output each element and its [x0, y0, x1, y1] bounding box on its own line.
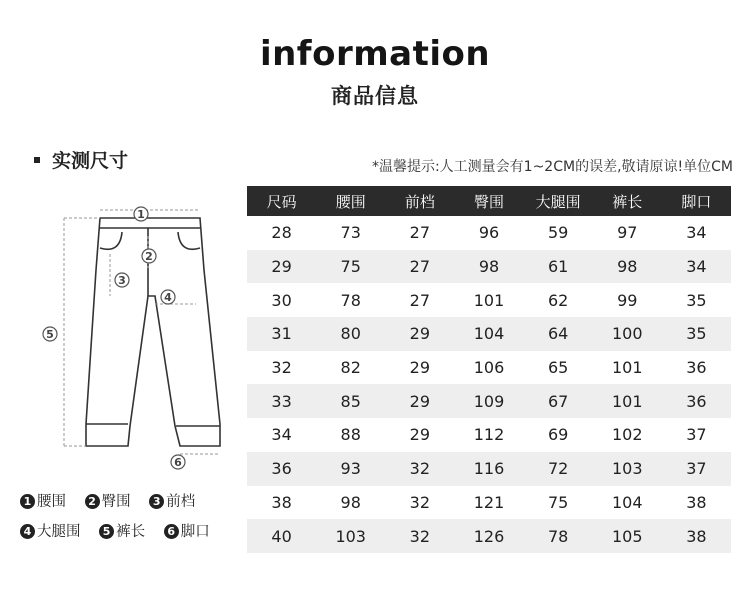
table-cell: 99: [617, 290, 638, 310]
table-row: [247, 250, 731, 284]
marker-4: 4: [164, 291, 172, 304]
table-cell: 35: [686, 290, 707, 310]
table-cell: 33: [247, 384, 316, 418]
table-cell: 78: [524, 519, 593, 553]
legend-item: [20, 490, 66, 511]
page-subtitle: 商品信息: [331, 84, 419, 108]
table-cell: 29: [409, 425, 431, 445]
table-cell: 29: [409, 358, 431, 378]
table-cell: 34: [271, 425, 292, 445]
table-cell: 104: [612, 492, 643, 512]
legend-number: 2: [85, 494, 100, 509]
legend-label: 臀围: [101, 494, 131, 510]
table-cell: 64: [524, 317, 593, 351]
table-row: [247, 519, 731, 553]
legend-label: 大腿围: [37, 524, 81, 540]
measurement-note: *温馨提示:人工测量会有1~2CM的误差,敬请原谅!单位CM: [371, 159, 733, 175]
table-cell: 29: [385, 384, 454, 418]
table-cell: 78: [340, 290, 361, 310]
table-cell: 61: [524, 250, 593, 284]
section-heading: [34, 146, 128, 173]
table-cell: 29: [385, 317, 454, 351]
table-cell: 112: [473, 425, 505, 445]
table-cell: 101: [473, 290, 505, 310]
table-cell: 32: [385, 519, 454, 553]
table-cell: 69: [547, 425, 569, 445]
table-cell: 32: [271, 358, 292, 378]
table-row: [247, 384, 731, 418]
table-cell: 36: [662, 384, 731, 418]
table-row: [247, 486, 731, 520]
table-row: [247, 216, 731, 250]
marker-5: 5: [46, 328, 54, 341]
legend-number: 1: [20, 494, 35, 509]
table-cell: 75: [547, 492, 569, 512]
legend-label: 脚口: [180, 524, 210, 540]
table-row: [247, 418, 731, 452]
table-cell: 98: [340, 492, 361, 512]
table-cell: 101: [612, 358, 643, 378]
header-length: 裤长: [593, 186, 662, 216]
table-cell: 73: [340, 223, 361, 243]
table-cell: 105: [593, 519, 662, 553]
legend-label: 前档: [166, 494, 196, 510]
table-cell: 98: [454, 250, 523, 284]
table-cell: 98: [593, 250, 662, 284]
table-cell: 102: [612, 425, 643, 445]
table-cell: 36: [686, 358, 707, 378]
table-cell: 38: [662, 519, 731, 553]
table-cell: 72: [524, 452, 593, 486]
size-table: [247, 186, 731, 553]
table-cell: 27: [409, 290, 431, 310]
table-cell: 36: [247, 452, 316, 486]
header-hip: 臀围: [454, 186, 523, 216]
table-cell: 100: [593, 317, 662, 351]
legend-item: [99, 520, 145, 541]
table-cell: 126: [454, 519, 523, 553]
table-cell: 116: [454, 452, 523, 486]
table-cell: 37: [662, 452, 731, 486]
section-label: 实测尺寸: [52, 150, 129, 172]
header-front-rise: 前档: [385, 186, 454, 216]
marker-3: 3: [118, 274, 126, 287]
table-cell: 96: [478, 223, 500, 243]
header-thigh: 大腿围: [524, 186, 593, 216]
table-body: [247, 216, 731, 553]
page-title: information: [259, 34, 491, 74]
marker-1: 1: [137, 208, 145, 221]
table-cell: 65: [547, 358, 569, 378]
table-cell: 93: [316, 452, 385, 486]
legend-number: 3: [149, 494, 164, 509]
table-cell: 27: [409, 223, 431, 243]
table-cell: 38: [686, 492, 707, 512]
marker-2: 2: [145, 250, 153, 263]
legend-item: [85, 490, 131, 511]
marker-6: 6: [174, 456, 182, 469]
legend-item: [20, 520, 81, 541]
table-cell: 34: [686, 223, 707, 243]
table-cell: 101: [593, 384, 662, 418]
table-cell: 62: [547, 290, 569, 310]
table-cell: 75: [316, 250, 385, 284]
table-cell: 103: [593, 452, 662, 486]
table-row: [247, 317, 731, 351]
table-cell: 31: [247, 317, 316, 351]
legend-number: 4: [20, 524, 35, 539]
table-cell: 109: [454, 384, 523, 418]
table-cell: 38: [271, 492, 292, 512]
table-cell: 32: [385, 452, 454, 486]
table-cell: 121: [473, 492, 505, 512]
table-cell: 67: [524, 384, 593, 418]
legend-item: [164, 520, 210, 541]
table-cell: 35: [662, 317, 731, 351]
legend-number: 5: [99, 524, 114, 539]
table-cell: 85: [316, 384, 385, 418]
pants-diagram: [20, 196, 240, 476]
table-cell: 27: [385, 250, 454, 284]
legend-number: 6: [164, 524, 179, 539]
table-cell: 103: [316, 519, 385, 553]
table-cell: 80: [316, 317, 385, 351]
table-cell: 28: [271, 223, 292, 243]
table-cell: 104: [454, 317, 523, 351]
table-row: [247, 283, 731, 317]
table-header-row: [247, 186, 731, 216]
table-cell: 59: [547, 223, 569, 243]
header-size: 尺码: [247, 186, 316, 216]
table-cell: 82: [340, 358, 361, 378]
table-cell: 37: [686, 425, 707, 445]
header-leg-opening: 脚口: [662, 186, 731, 216]
table-cell: 34: [662, 250, 731, 284]
legend-label: 裤长: [116, 524, 146, 540]
table-row: [247, 351, 731, 385]
table-cell: 97: [617, 223, 638, 243]
measurement-lines: [64, 210, 220, 454]
table-row: [247, 452, 731, 486]
legend-item: [149, 490, 195, 511]
table-cell: 106: [473, 358, 505, 378]
header-waist: 腰围: [316, 186, 385, 216]
legend-label: 腰围: [37, 494, 66, 510]
table-cell: 40: [247, 519, 316, 553]
table-cell: 29: [247, 250, 316, 284]
legend-line-2: [20, 520, 224, 541]
table-cell: 30: [271, 290, 292, 310]
table-cell: 32: [409, 492, 431, 512]
bullet-icon: [34, 157, 40, 163]
legend-line-1: [20, 490, 209, 511]
table-cell: 88: [340, 425, 361, 445]
